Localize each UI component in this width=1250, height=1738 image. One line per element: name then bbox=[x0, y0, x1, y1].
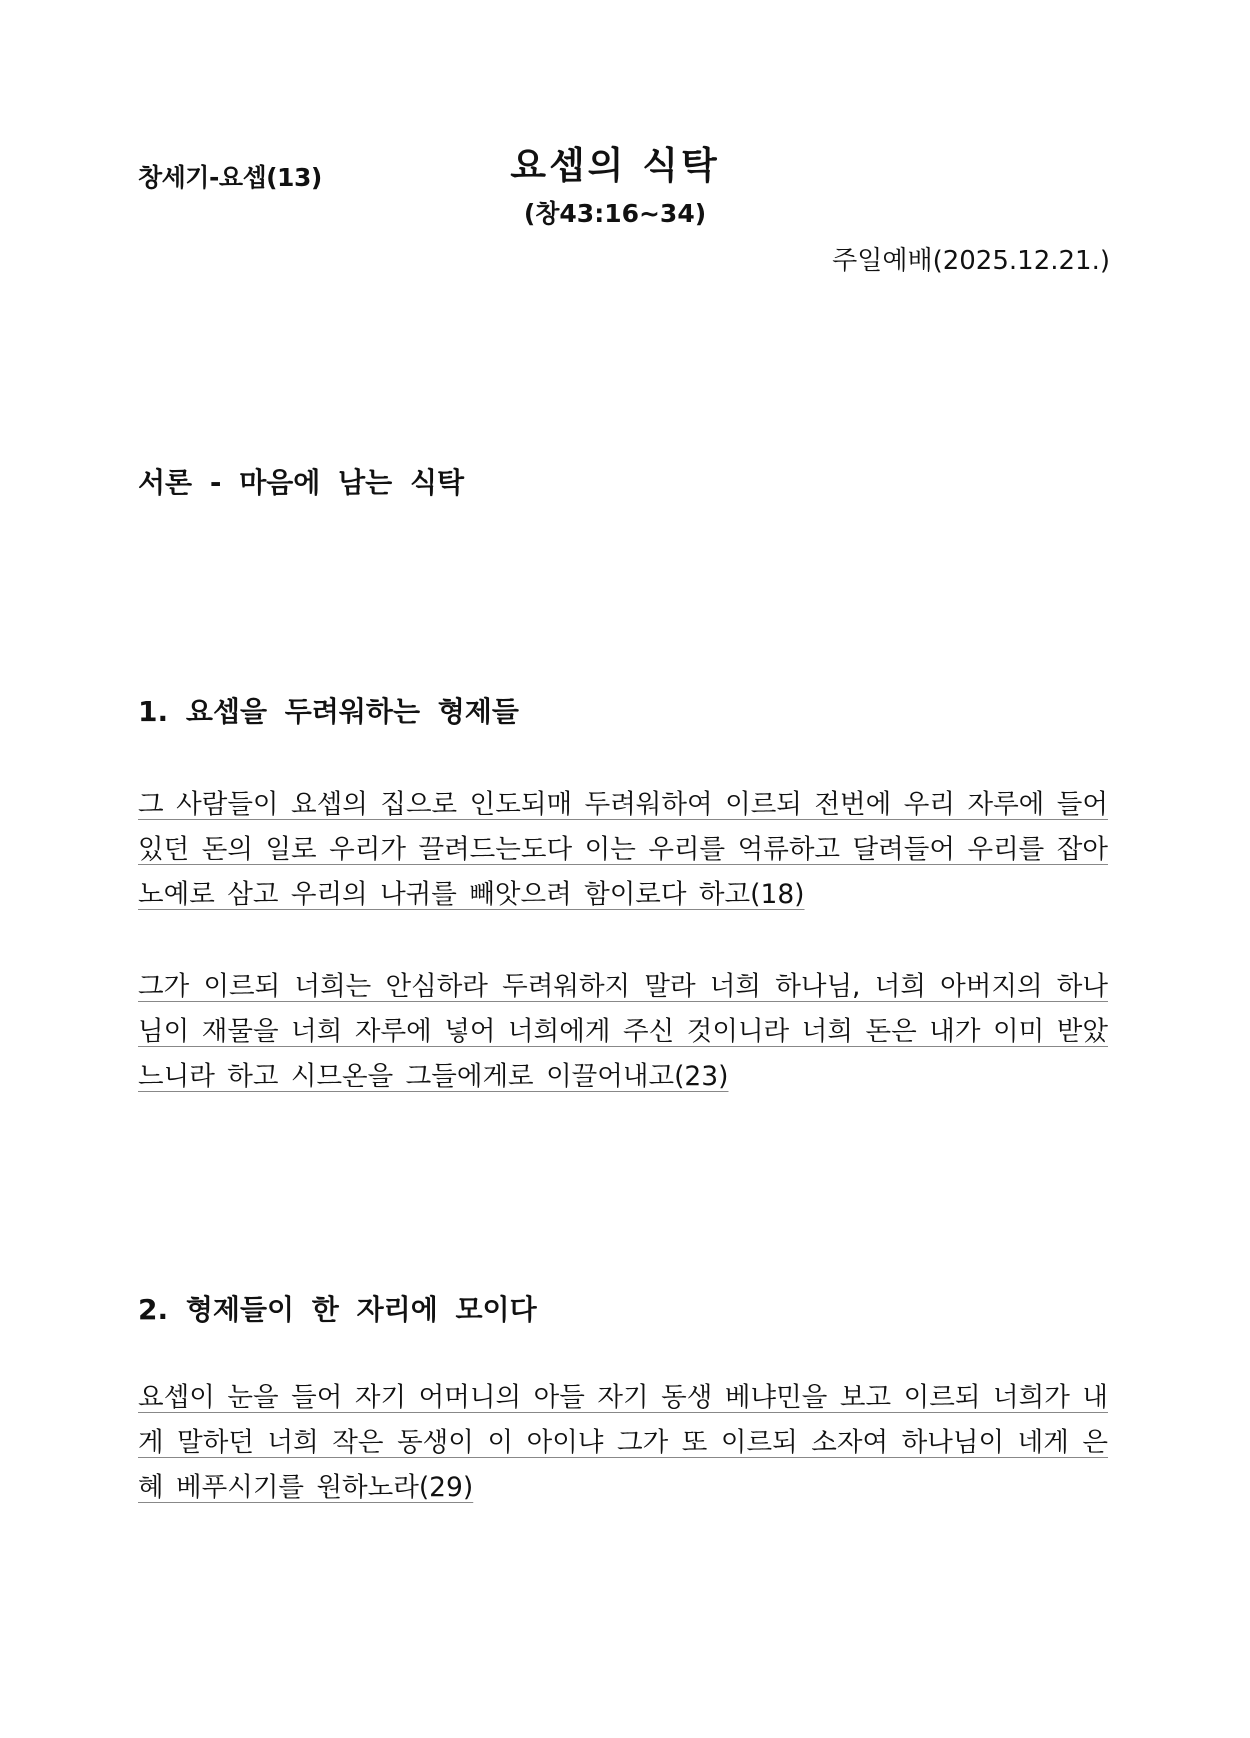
verse-quote-29 bbox=[138, 1375, 1108, 1510]
verse-text: 요셉이 눈을 들어 자기 어머니의 아들 자기 동생 베냐민을 보고 이르되 너희가 내게 말하던 너희 작은 동생이 이 아이냐 그가 또 이르되 소자여 하나님이 네게 은혜 베푸시기를 원하노라(29) bbox=[138, 1382, 1108, 1503]
verse-quote-18 bbox=[138, 782, 1108, 917]
section-heading-intro: 서론 - 마음에 남는 식탁 bbox=[138, 466, 465, 499]
sermon-title: 요셉의 식탁 bbox=[510, 144, 720, 187]
verse-text: 그 사람들이 요셉의 집으로 인도되매 두려워하여 이르되 전번에 우리 자루에 들어 있던 돈의 일로 우리가 끌려드는도다 이는 우리를 억류하고 달려들어 우리를 잡아 노예로 삼고 우리의 나귀를 빼앗으려 함이로다 하고(18) bbox=[138, 789, 1108, 910]
verse-quote-23 bbox=[138, 964, 1108, 1099]
scripture-reference: (창43:16~34) bbox=[523, 199, 707, 229]
verse-text: 그가 이르되 너희는 안심하라 두려워하지 말라 너희 하나님, 너희 아버지의 하나님이 재물을 너희 자루에 넣어 너희에게 주신 것이니라 너희 돈은 내가 이미 받았느니라 하고 시므온을 그들에게로 이끌어내고(23) bbox=[138, 971, 1108, 1092]
section-heading-2: 2. 형제들이 한 자리에 모이다 bbox=[138, 1293, 537, 1326]
series-label: 창세기-요셉(13) bbox=[138, 163, 322, 192]
section-heading-1: 1. 요셉을 두려워하는 형제들 bbox=[138, 695, 519, 728]
service-date: 주일예배(2025.12.21.) bbox=[832, 246, 1110, 276]
title-block bbox=[430, 144, 800, 230]
